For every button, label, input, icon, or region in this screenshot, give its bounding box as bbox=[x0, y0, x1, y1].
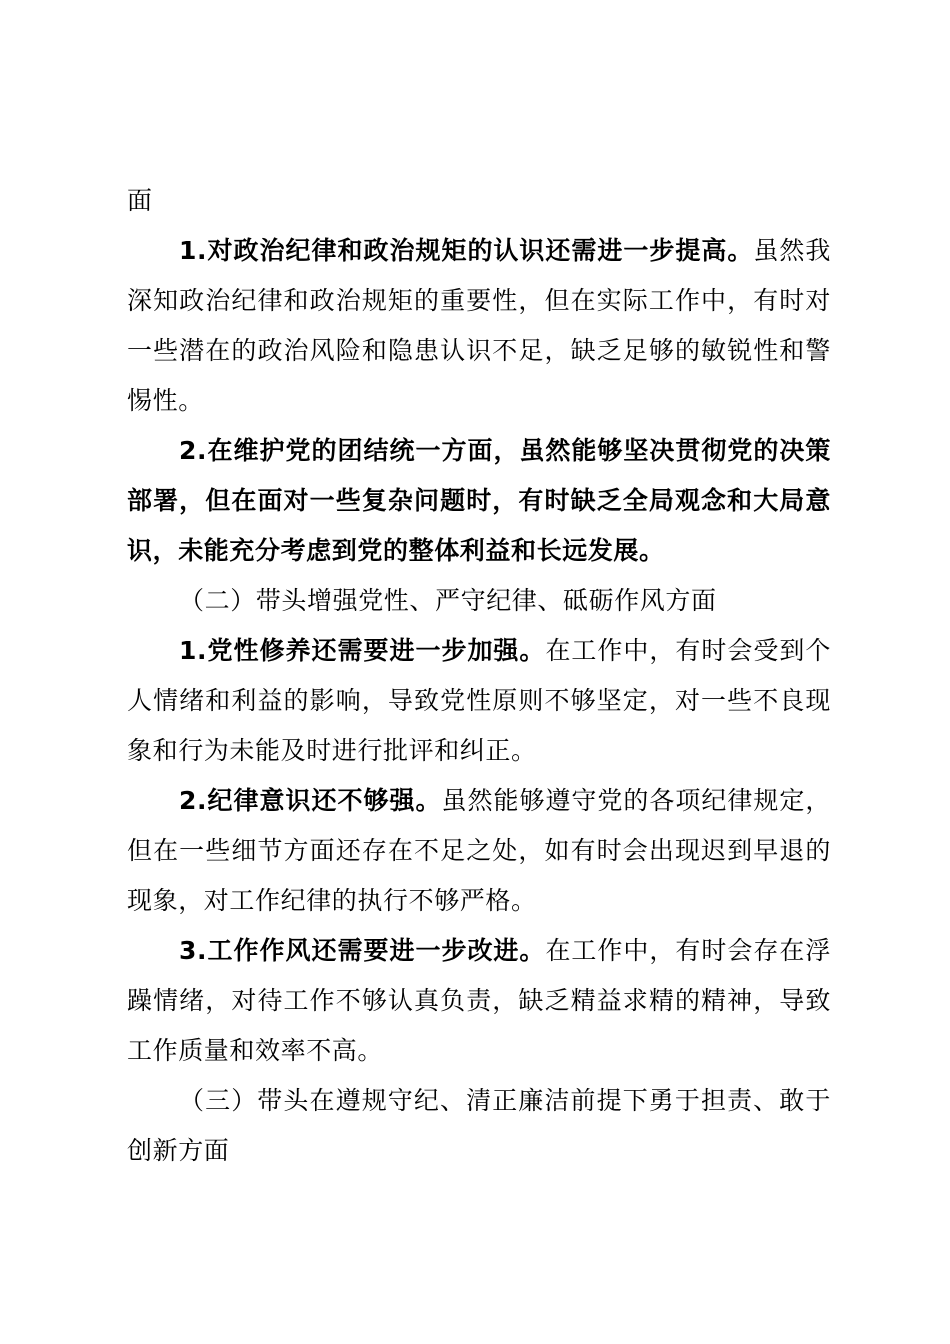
section2-item3-body: 在工作中，有时会存在浮躁情绪，对待工作不够认真负责，缺乏精益求精的精神，导致工作质量和效率不高。 bbox=[127, 936, 831, 1065]
section1-item2-heading: 2.在维护党的团结统一方面，虽然能够坚决贯彻党的决策部署，但在面对一些复杂问题时，有时缺乏全局观念和大局意识，未能充分考虑到党的整体利益和长远发展。 bbox=[127, 436, 831, 565]
section1-item1-paragraph bbox=[127, 226, 831, 426]
document-page bbox=[127, 176, 831, 1176]
section2-item1-body: 在工作中，有时会受到个人情绪和利益的影响，导致党性原则不够坚定，对一些不良现象和行为未能及时进行批评和纠正。 bbox=[127, 636, 831, 765]
section1-item2-paragraph bbox=[127, 426, 831, 576]
continuation-text: 面 bbox=[127, 186, 153, 215]
section1-item1-heading: 1.对政治纪律和政治规矩的认识还需进一步提高。 bbox=[179, 236, 754, 265]
section2-item2-paragraph bbox=[127, 776, 831, 926]
section1-item1-body: 虽然我深知政治纪律和政治规矩的重要性，但在实际工作中，有时对一些潜在的政治风险和隐患认识不足，缺乏足够的敏锐性和警惕性。 bbox=[127, 236, 831, 415]
section2-item2-heading: 2.纪律意识还不够强。 bbox=[179, 786, 442, 815]
section3-title: （三）带头在遵规守纪、清正廉洁前提下勇于担责、敢于创新方面 bbox=[127, 1086, 831, 1165]
section2-item1-paragraph bbox=[127, 626, 831, 776]
section2-item2-body: 虽然能够遵守党的各项纪律规定，但在一些细节方面还存在不足之处，如有时会出现迟到早退的现象，对工作纪律的执行不够严格。 bbox=[127, 786, 831, 915]
section2-item1-heading: 1.党性修养还需要进一步加强。 bbox=[179, 636, 546, 665]
section2-item3-paragraph bbox=[127, 926, 831, 1076]
section2-title: （二）带头增强党性、严守纪律、砥砺作风方面 bbox=[179, 586, 717, 615]
section2-item3-heading: 3.工作作风还需要进一步改进。 bbox=[179, 936, 546, 965]
